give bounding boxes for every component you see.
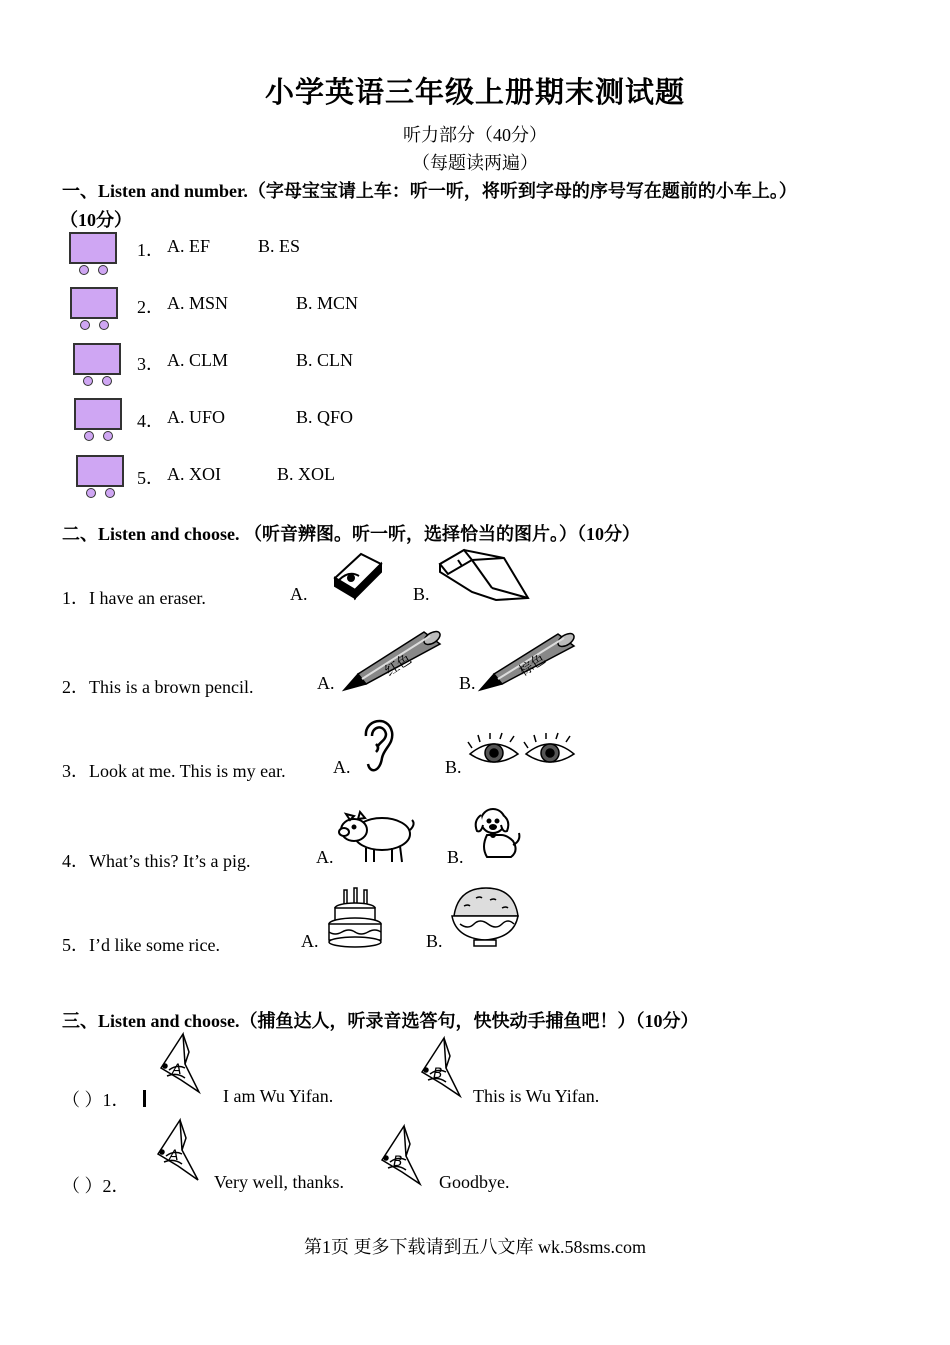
s2-question: 1．I have an eraser.: [62, 588, 206, 608]
s2-option-b-label: B.: [413, 584, 430, 604]
page-title: 小学英语三年级上册期末测试题: [264, 77, 685, 109]
s2-option-b-label: B.: [426, 931, 443, 951]
s2-option-b-label: B.: [447, 847, 464, 867]
fish-icon[interactable]: [376, 1122, 424, 1190]
fish-icon[interactable]: [155, 1030, 203, 1100]
s1-item-number: 4．: [137, 411, 164, 431]
fish-icon[interactable]: [416, 1034, 464, 1104]
section3-heading: 三、Listen and choose.（捕鱼达人，听录音选答句，快快动手捕鱼吧！）（10分）: [62, 1011, 699, 1031]
s1-option-a: A. UFO: [167, 407, 226, 427]
brown-pencil-icon[interactable]: [480, 632, 576, 692]
s2-option-a-label: A.: [316, 847, 334, 867]
answer-blank[interactable]: （ ）1．: [62, 1090, 130, 1110]
rice-bowl-icon[interactable]: [448, 886, 522, 950]
s1-option-a: A. MSN: [167, 293, 229, 313]
fish-letter: B: [393, 1154, 403, 1170]
s1-option-a: A. EF: [167, 236, 211, 256]
fish-letter: A: [169, 1148, 179, 1164]
answer-blank[interactable]: （ ）2．: [62, 1176, 130, 1196]
s1-option-a: A. XOI: [167, 464, 221, 484]
s2-question: 5．I’d like some rice.: [62, 935, 220, 955]
section1-heading: 一、Listen and number.（字母宝宝请上车：听一听，将听到字母的序号写在题前的小车上。）: [62, 181, 797, 201]
page-footer: 第1页 更多下载请到五八文库 wk.58sms.com: [304, 1237, 646, 1257]
fish-letter: B: [433, 1066, 443, 1082]
s2-option-a-label: A.: [333, 757, 351, 777]
eraser-icon[interactable]: [327, 548, 385, 600]
s2-option-a-label: A.: [301, 931, 319, 951]
s1-item-number: 5．: [137, 468, 164, 488]
s2-option-b-label: B.: [459, 673, 476, 693]
s1-item-number: 3．: [137, 354, 164, 374]
s1-option-b: B. CLN: [296, 350, 354, 370]
listening-part-subtitle: 听力部分（40分）: [403, 125, 547, 145]
s1-option-b: B. MCN: [296, 293, 359, 313]
pencil-label: 红色: [382, 651, 415, 680]
s1-option-b: B. QFO: [296, 407, 354, 427]
s1-option-b: B. XOL: [277, 464, 335, 484]
pencil-sharpener-icon[interactable]: [436, 548, 532, 604]
pig-icon[interactable]: [336, 810, 414, 866]
text-cursor-mark: [143, 1090, 146, 1107]
s1-item-number: 2．: [137, 297, 164, 317]
red-pencil-icon[interactable]: [344, 630, 442, 692]
s2-question: 2．This is a brown pencil.: [62, 677, 254, 697]
s3-answer-a: I am Wu Yifan.: [223, 1086, 334, 1106]
section1-score: （10分）: [60, 210, 132, 230]
eyes-icon[interactable]: [466, 734, 578, 776]
s3-answer-b: Goodbye.: [439, 1172, 510, 1192]
s2-option-a-label: A.: [317, 673, 335, 693]
s2-question: 3．Look at me. This is my ear.: [62, 761, 286, 781]
pencil-label: 棕色: [516, 651, 549, 680]
read-twice-note: （每题读两遍）: [412, 153, 538, 173]
cake-icon[interactable]: [326, 886, 384, 948]
s1-option-b: B. ES: [258, 236, 301, 256]
s2-question: 4．What’s this? It’s a pig.: [62, 851, 251, 871]
s3-answer-a: Very well, thanks.: [214, 1172, 344, 1192]
s3-answer-b: This is Wu Yifan.: [473, 1086, 600, 1106]
dog-icon[interactable]: [471, 805, 525, 863]
ear-icon[interactable]: [358, 714, 396, 776]
section2-heading: 二、Listen and choose. （听音辨图。听一听，选择恰当的图片。）（10分）: [62, 524, 641, 544]
fish-icon[interactable]: [152, 1116, 204, 1186]
s1-option-a: A. CLM: [167, 350, 229, 370]
s2-option-a-label: A.: [290, 584, 308, 604]
fish-letter: A: [172, 1062, 182, 1078]
s2-option-b-label: B.: [445, 757, 462, 777]
s1-item-number: 1．: [137, 240, 164, 260]
